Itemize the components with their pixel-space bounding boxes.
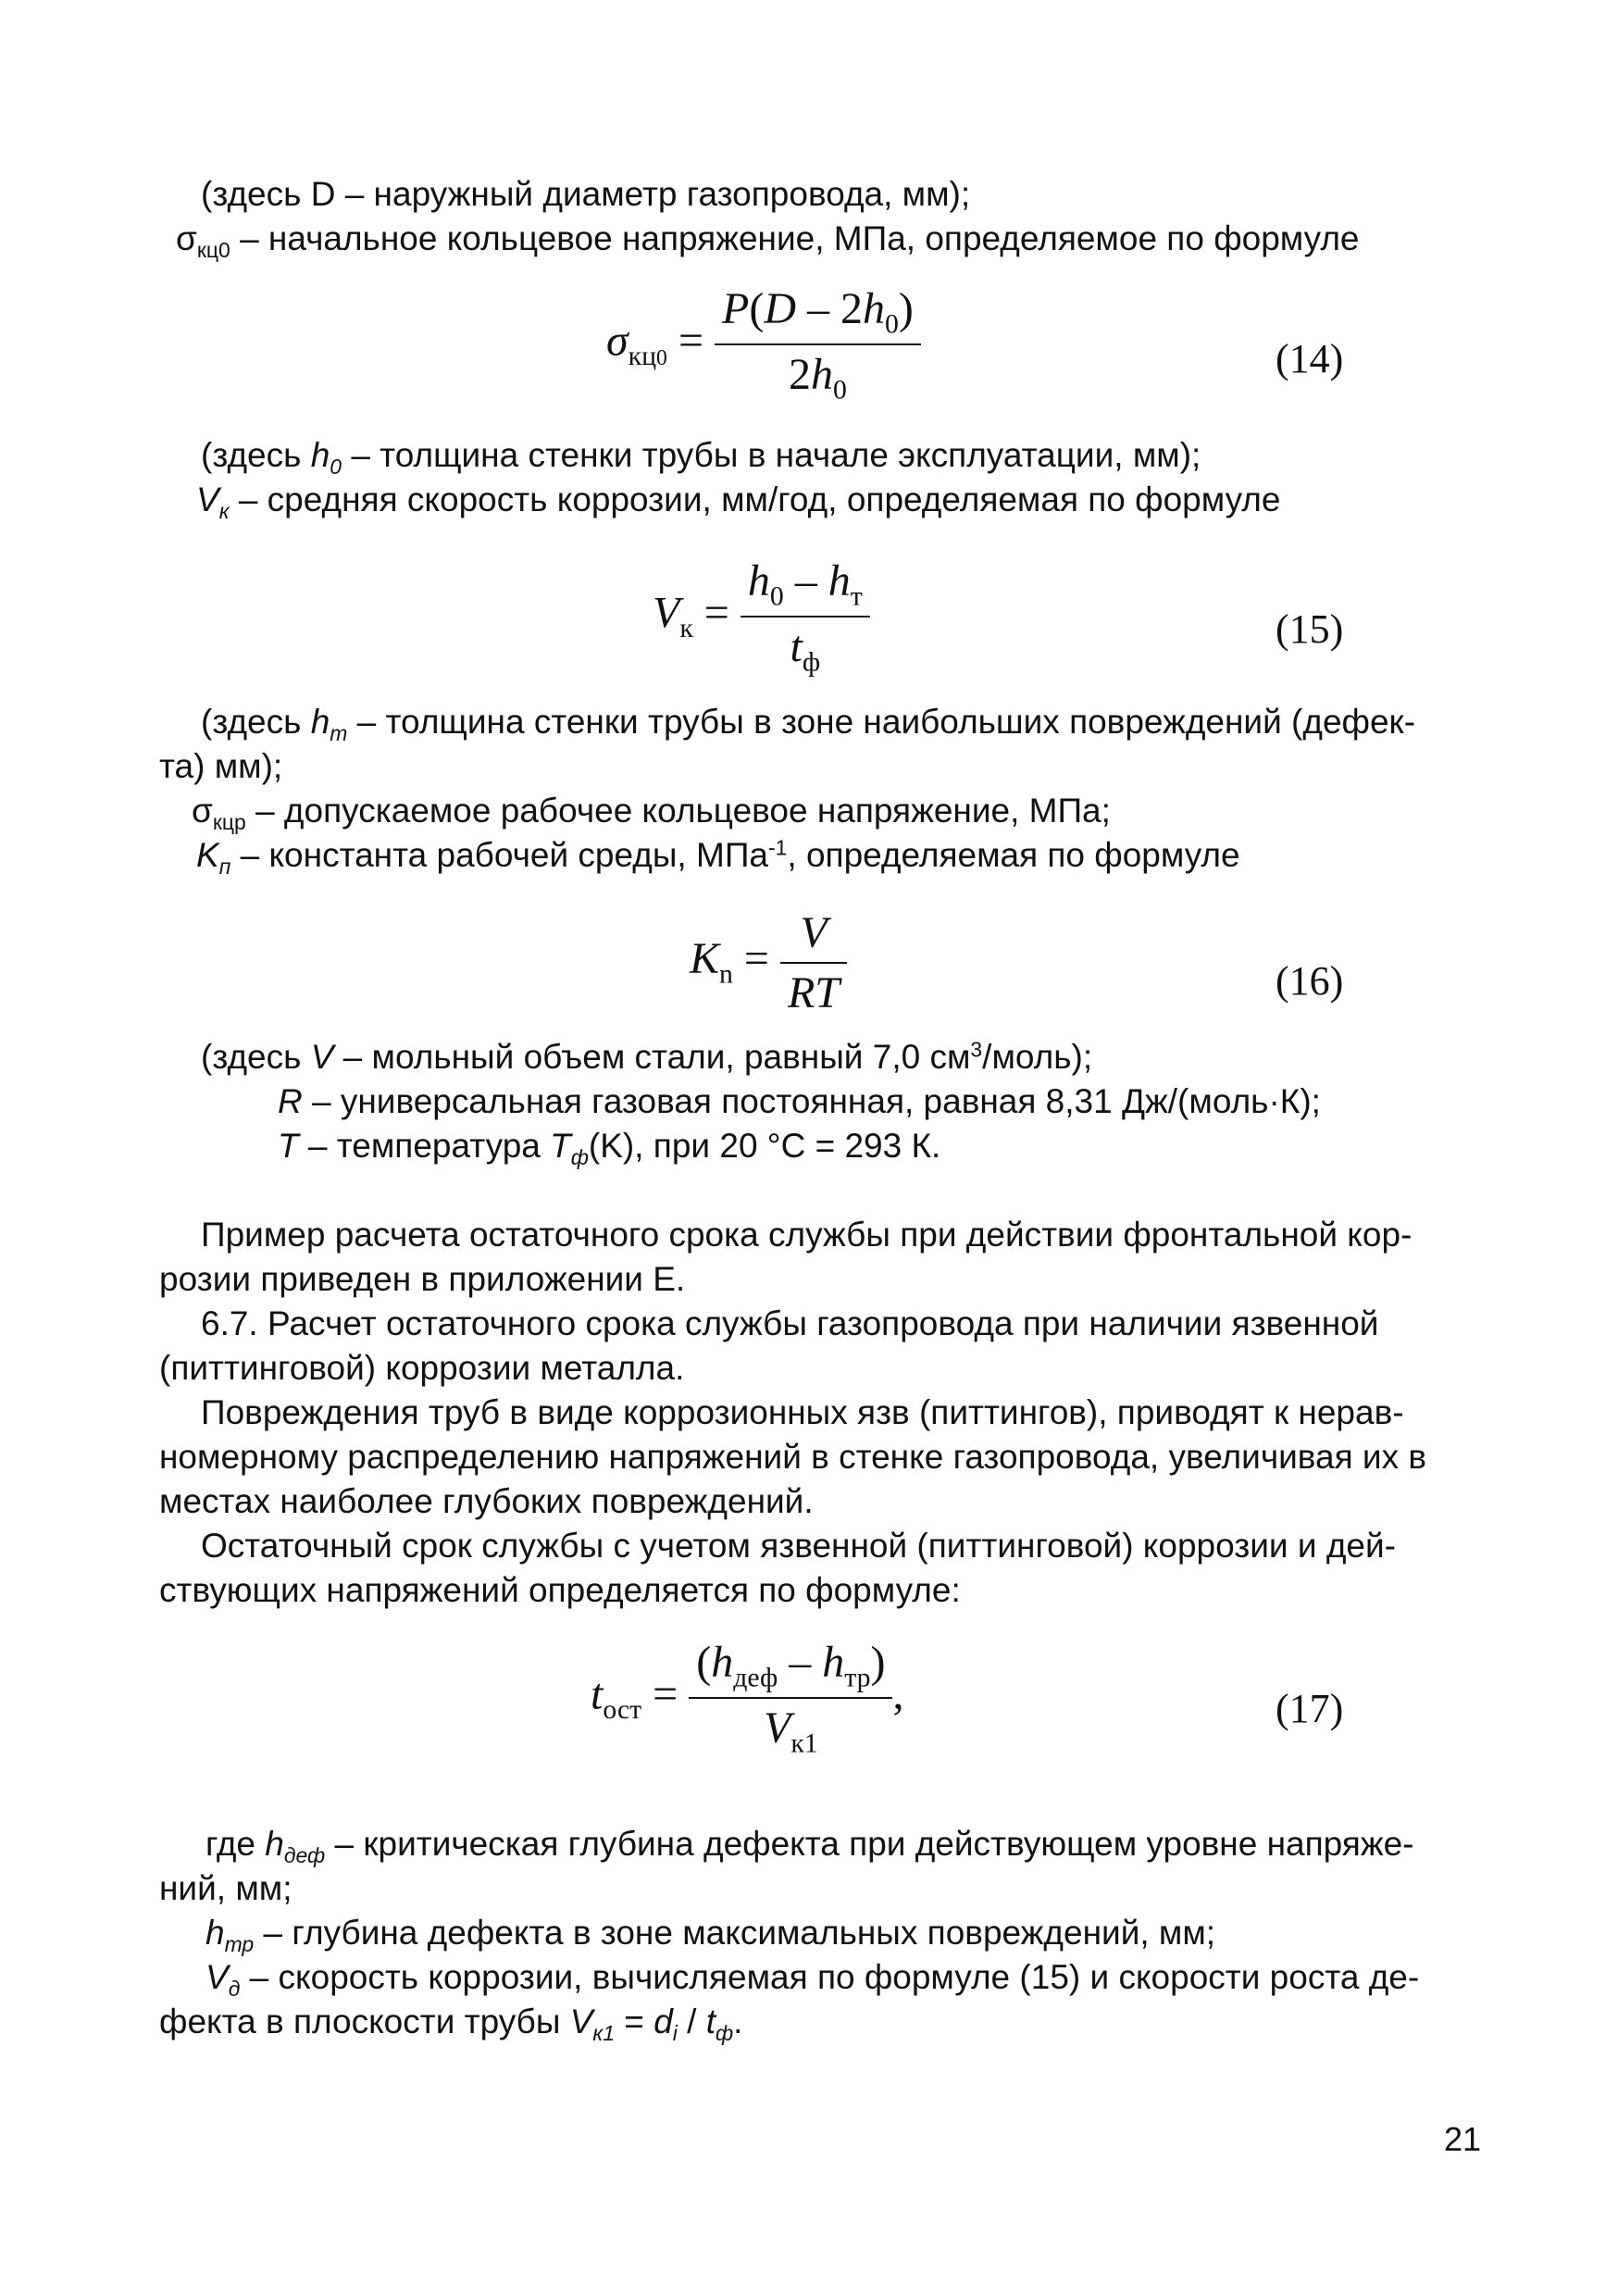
definition-h0: – толщина стенки трубы в начале эксплуатации, мм); (351, 436, 1201, 474)
definition-h-tr: – глубина дефекта в зоне максимальных повреждений, мм; (263, 1914, 1216, 1952)
symbol-h-def: $h_{деф}$ (265, 1825, 326, 1868)
formula-15: $V_к$ = $\frac{h_0 - h_т}{t_ф}$ (653, 555, 870, 679)
symbol-sigma-kc0: $\sigma_{кц0}$ (176, 219, 230, 263)
definition-sigma-kc0: – начальное кольцевое напряжение, МПа, определяемое по формуле (240, 219, 1360, 257)
formula-16: $K_n$ = $\frac{V}{RT}$ (690, 907, 847, 1018)
symbol-sigma-kcr: $\sigma_{кцр}$ (192, 792, 246, 835)
text-line-1 (201, 174, 970, 215)
paragraph-3-line-1: Повреждения труб в виде коррозионных язв (питтингов), приводят к нерав- (201, 1393, 1404, 1431)
text-line-11: T – температура $T_ф(K)$, при 20 °С = 293 К. (278, 1127, 941, 1170)
symbol-Kn: $K_п$ (196, 836, 231, 880)
page-number: 21 (1444, 2120, 1482, 2158)
text-where-3 (205, 1913, 1215, 1958)
definition-Kn: – константа рабочей среды, МПа (240, 836, 768, 874)
text-line-8: $K_п$ – константа рабочей среды, МПа$^{-1}$, определяемая по формуле (196, 835, 1240, 880)
text-line-2 (176, 218, 1360, 264)
text-where-2: ний, мм; (159, 1869, 292, 1907)
symbol-Vk: $V_к$ (196, 480, 230, 524)
text-line-7 (192, 791, 1111, 836)
symbol-R: R (278, 1082, 303, 1120)
text-where-5: фекта в плоскости трубы $V_{к1} = d_i / t_ф$. (159, 2003, 743, 2046)
formula-16-fraction: $\frac{V}{RT}$ (780, 907, 847, 1018)
symbol-h0: $h_0$ (310, 436, 342, 480)
text-line-10 (278, 1081, 1321, 1122)
formula-17-fraction: $\frac{(h_{деф} - h_{тр})}{V_{к1}}$ (689, 1637, 892, 1760)
text-where-1: где $h_{деф}$ – критическая глубина дефекта при действующем уровне напряже- (205, 1825, 1414, 1868)
definition-ht: – толщина стенки трубы в зоне наибольших повреждений (дефек- (356, 703, 1416, 741)
text-line-5: (здесь $h_т$ – толщина стенки трубы в зоне наибольших повреждений (дефек- (201, 703, 1416, 746)
formula-17: $t_{ост}$ = $\frac{(h_{деф} - h_{тр})}{V_{к1}}$ , (591, 1638, 904, 1759)
paragraph-2-line-1: 6.7. Расчет остаточного срока службы газопровода при наличии язвенной (201, 1304, 1379, 1342)
formula-15-fraction: $\frac{h_0 - h_т}{t_ф}$ (741, 555, 870, 679)
definition-D: (здесь D – наружный диаметр газопровода, мм); (201, 175, 971, 213)
formula-14-fraction: $\frac{P(D - 2h_0)}{2h_0}$ (715, 283, 921, 406)
definition-R: – универсальная газовая постоянная, равная 8,31 Дж/(моль·К); (312, 1082, 1321, 1120)
paragraph-4-line-2: ствующих напряжений определяется по формуле: (159, 1571, 961, 1609)
text-line-3: (здесь $h_0$ – толщина стенки трубы в начале эксплуатации, мм); (201, 436, 1201, 480)
paragraph-1-line-1: Пример расчета остаточного срока службы при действии фронтальной кор- (201, 1216, 1413, 1254)
paragraph-1-line-2: розии приведен в приложении Е. (159, 1260, 686, 1298)
symbol-Vd: $V_д$ (205, 1958, 241, 2002)
definition-Vd: – скорость коррозии, вычисляемая по формуле (15) и скорости роста де- (249, 1958, 1420, 1996)
equation-number-14: (14) (1276, 336, 1344, 381)
symbol-h-tr: $h_{тр}$ (205, 1914, 255, 1957)
symbol-T: T (278, 1127, 299, 1165)
formula-14: $\sigma_{кц0}$ = $\frac{P(D - 2h_0)}{2h_0}$ (606, 283, 921, 406)
text-line-6: та) мм); (159, 747, 283, 785)
text-line-4 (196, 480, 1280, 525)
paragraph-2-line-2: (питтинговой) коррозии металла. (159, 1349, 685, 1387)
paragraph-3-line-2: номерному распределению напряжений в стенке газопровода, увеличивая их в (159, 1438, 1426, 1476)
paragraph-3-line-3: местах наиболее глубоких повреждений. (159, 1482, 814, 1520)
equation-number-16: (16) (1276, 958, 1344, 1004)
definition-T: – температура (307, 1127, 541, 1165)
equation-number-15: (15) (1276, 606, 1344, 652)
symbol-ht: $h_т$ (310, 703, 348, 746)
text-where-4 (205, 1957, 1419, 2003)
equation-number-17: (17) (1276, 1686, 1344, 1731)
definition-V: – мольный объем стали, равный 7,0 см (342, 1038, 971, 1076)
definition-Vk: – средняя скорость коррозии, мм/год, определяемая по формуле (238, 480, 1281, 518)
symbol-V: V (310, 1038, 334, 1076)
text-line-9: (здесь V – мольный объем стали, равный 7,0 $см^3/моль$); (201, 1037, 1093, 1076)
paragraph-4-line-1: Остаточный срок службы с учетом язвенной (питтинговой) коррозии и дей- (201, 1527, 1396, 1565)
definition-h-def: – критическая глубина дефекта при действующем уровне напряже- (334, 1825, 1414, 1863)
definition-sigma-kcr: – допускаемое рабочее кольцевое напряжение, МПа; (255, 792, 1111, 830)
